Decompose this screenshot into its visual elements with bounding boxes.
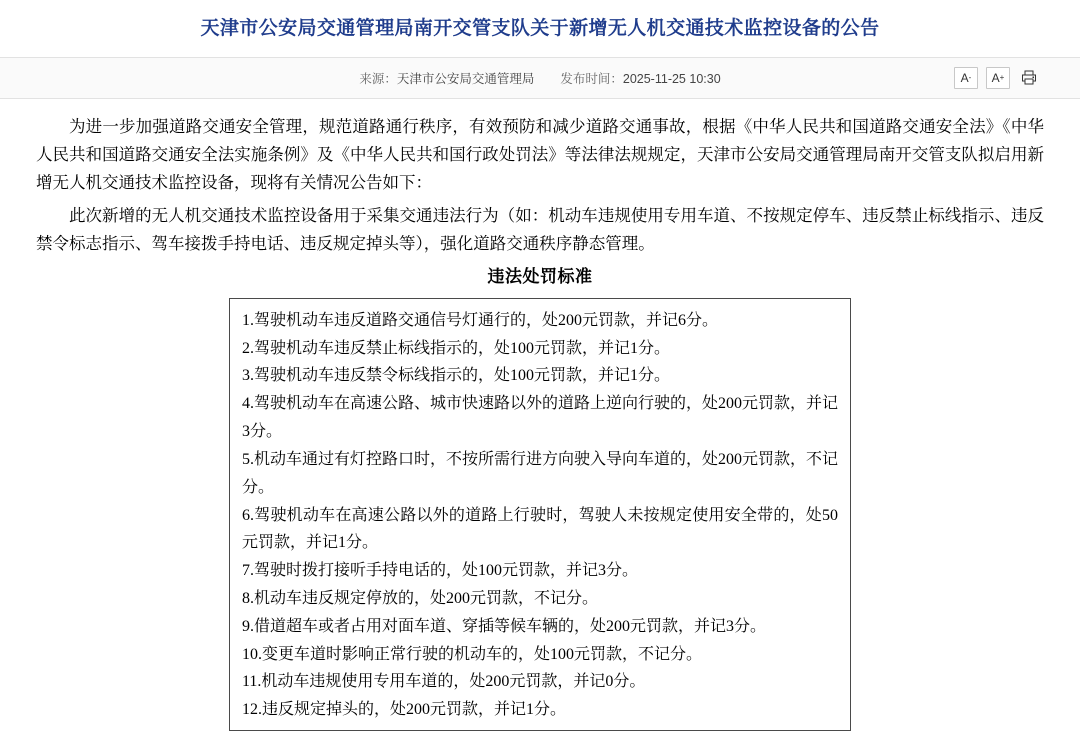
penalty-item: 1.驾驶机动车违反道路交通信号灯通行的，处200元罚款，并记6分。 [242, 311, 719, 329]
penalty-item: 7.驾驶时拨打接听手持电话的，处100元罚款，并记3分。 [242, 562, 639, 580]
article-body [0, 99, 1080, 731]
font-increase-sup: + [999, 72, 1005, 82]
publish-value: 2025-11-25 10:30 [622, 71, 721, 86]
penalty-item: 5.机动车通过有灯控路口时，不按所需行进方向驶入导向车道的，处200元罚款，不记分。 [242, 450, 839, 496]
article-tools [954, 67, 1040, 89]
font-decrease-sup: - [968, 72, 972, 82]
penalty-item: 3.驾驶机动车违反禁令标线指示的，处100元罚款，并记1分。 [242, 367, 671, 385]
penalty-item: 12.违反规定掉头的，处200元罚款，并记1分。 [242, 701, 567, 719]
body-paragraph-2: 此次新增的无人机交通技术监控设备用于采集交通违法行为（如：机动车违规使用专用车道、不按规定停车、违反禁止标线指示、违反禁令标志指示、驾车接拨手持电话、违反规定掉头等），强化道路交通秩序静态管理。 [36, 205, 1044, 254]
body-paragraph-1: 为进一步加强道路交通安全管理，规范道路通行秩序，有效预防和减少道路交通事故，根据《中华人民共和国道路交通安全法》《中华人民共和国道路交通安全法实施条例》及《中华人民共和国行政处罚法》等法律法规规定，天津市公安局交通管理局南开交管支队拟启用新增无人机交通技术监控设备，现将有关情况公告如下： [36, 116, 1044, 193]
penalty-item: 10.变更车道时影响正常行驶的机动车的，处100元罚款，不记分。 [242, 645, 703, 663]
article-meta-bar [0, 57, 1080, 99]
source-label: 来源： [359, 71, 397, 86]
penalty-item: 2.驾驶机动车违反禁止标线指示的，处100元罚款，并记1分。 [242, 339, 671, 357]
font-decrease-label: A [960, 70, 969, 85]
print-button[interactable] [1018, 68, 1040, 88]
article-meta [359, 69, 720, 87]
penalty-item: 9.借道超车或者占用对面车道、穿插等候车辆的，处200元罚款，并记3分。 [242, 617, 767, 635]
source-meta [359, 69, 534, 87]
font-decrease-button[interactable] [954, 67, 978, 89]
font-increase-button[interactable] [986, 67, 1010, 89]
printer-icon [1021, 70, 1037, 85]
penalty-standard-box [229, 298, 851, 731]
penalty-item: 6.驾驶机动车在高速公路以外的道路上行驶时，驾驶人未按规定使用安全带的，处50元罚款，并记1分。 [242, 506, 838, 552]
font-increase-label: A [991, 70, 1000, 85]
source-value: 天津市公安局交通管理局 [396, 71, 535, 86]
publish-meta [560, 69, 720, 87]
penalty-item: 4.驾驶机动车在高速公路、城市快速路以外的道路上逆向行驶的，处200元罚款，并记3分。 [242, 395, 839, 441]
penalty-section-heading: 违法处罚标准 [487, 267, 593, 287]
penalty-item: 11.机动车违规使用专用车道的，处200元罚款，并记0分。 [242, 673, 646, 691]
penalty-item: 8.机动车违反规定停放的，处200元罚款，不记分。 [242, 589, 599, 607]
page-title: 天津市公安局交通管理局南开交管支队关于新增无人机交通技术监控设备的公告 [200, 18, 880, 39]
publish-label: 发布时间： [560, 71, 623, 86]
